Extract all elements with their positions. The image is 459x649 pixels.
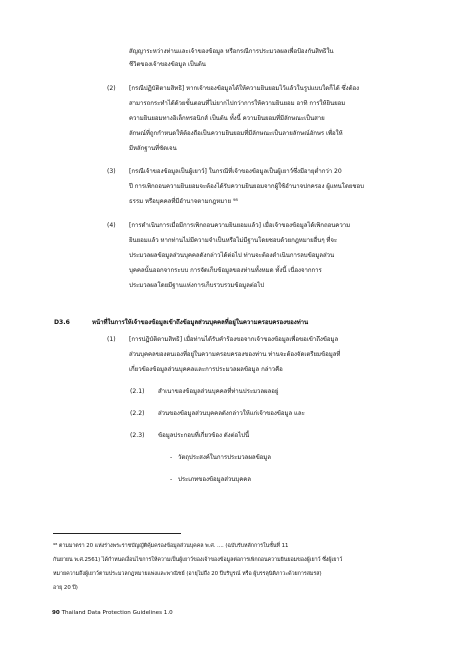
footnote-line: ⁹⁸ ตามมาตรา 20 แห่งร่างพระราชบัญญัติคุ้มครองข้อมูลส่วนบุคคล พ.ศ. .... (ฉบับรับหลักการในชั้นที่ 11 bbox=[53, 543, 289, 549]
subitem-label: (2.1) bbox=[130, 388, 145, 395]
section-number: D3.6 bbox=[54, 319, 70, 326]
item-line: [กรณีปฏิบัติตามสิทธิ] หากเจ้าของข้อมูลได้ให้ความยินยอมไว้แล้วในรูปแบบใดก็ได้ ซึ่งต้อง bbox=[129, 85, 360, 92]
subitem-text: ส่วนของข้อมูลส่วนบุคคลดังกล่าวให้แก่เจ้าของข้อมูล และ bbox=[158, 410, 305, 417]
item-line: ประมวลผลข้อมูลส่วนบุคคลดังกล่าวได้ต่อไป ท่านจะต้องดำเนินการลบข้อมูลส่วน bbox=[129, 252, 335, 259]
item-line: ความยินยอมทางอิเล็กทรอนิกส์ เป็นต้น ทั้งนี้ ความยินยอมที่มีลักษณะเป็นสาย bbox=[129, 115, 325, 122]
item-line: [การดำเนินการเมื่อมีการเพิกถอนความยินยอมแล้ว] เมื่อเจ้าของข้อมูลได้เพิกถอนความ bbox=[129, 222, 351, 229]
item-line: เกี่ยวข้องข้อมูลส่วนบุคคลและการประมวลผลข้อมูล กล่าวคือ bbox=[129, 366, 283, 373]
footnote-line: หมายความถึงผู้เยาว์ตามประมวลกฎหมายแพ่งและพาณิชย์ (อายุไม่ถึง 20 ปีบริบูรณ์ หรือ ผู้บรรลุนิติภาวะด้วยการสมรส) bbox=[53, 571, 322, 577]
item-label: (3) bbox=[107, 168, 116, 175]
item-line: [การปฏิบัติตามสิทธิ] เมื่อท่านได้รับคำร้องขอจากเจ้าของข้อมูลเพื่อขอเข้าถึงข้อมูล bbox=[129, 336, 339, 343]
item-line: ประมวลผลโดยมีฐานแห่งการเก็บรวบรวมข้อมูลต่อไป bbox=[129, 282, 265, 289]
item-line: มีหลักฐานที่ชัดเจน bbox=[129, 145, 177, 152]
item-line: ปี การเพิกถอนความยินยอมจะต้องได้รับความยินยอมจากผู้ใช้อำนาจปกครอง ผู้แทนโดยชอบ bbox=[129, 183, 364, 190]
bullet-dash: - bbox=[170, 454, 173, 461]
paragraph-line: สัญญาระหว่างท่านและเจ้าของข้อมูล หรือกรณีการประมวลผลเพื่อป้องกันสิทธิใน bbox=[129, 48, 334, 55]
item-line: สามารถกระทำได้ด้วยขั้นตอนที่ไม่ยากไปกว่าการให้ความยินยอม อาทิ การให้ยินยอม bbox=[129, 100, 346, 107]
item-line: ธรรม หรือบุคคลที่มีอำนาจตามกฎหมาย ⁹⁸ bbox=[129, 198, 238, 205]
bullet-text: ประเภทของข้อมูลส่วนบุคคล bbox=[178, 476, 251, 483]
item-line: ยินยอมแล้ว หากท่านไม่มีความจำเป็นหรือไม่มีฐานโดยชอบด้วยกฎหมายอื่นๆ ที่จะ bbox=[129, 237, 338, 244]
bullet-dash: - bbox=[170, 476, 173, 483]
item-line: บุคคลนั้นออกจากระบบ การจัดเก็บข้อมูลของท่านทั้งหมด ทั้งนี้ เนื่องจากการ bbox=[129, 267, 322, 274]
document-title: Thailand Data Protection Guidelines 1.0 bbox=[61, 610, 173, 616]
footnote-line: อายุ 20 ปี) bbox=[53, 585, 78, 591]
footnote-line: กันยายน พ.ศ.2561) ได้กำหนดเงื่อนไขการให้ความเป็นผู้เยาว์ของเจ้าของข้อมูลต่อการเพิกถอนความยินยอมของผู้เยาว์ ซึ่งผู้เยาว์ bbox=[53, 557, 343, 563]
page-number: 90 bbox=[52, 610, 60, 616]
item-line: ส่วนบุคคลของตนเองที่อยู่ในความครอบครองของท่าน ท่านจะต้องจัดเตรียมข้อมูลที่ bbox=[129, 351, 341, 358]
subitem-text: สำเนาของข้อมูลส่วนบุคคลที่ท่านประมวลผลอยู่ bbox=[158, 388, 279, 395]
item-label: (4) bbox=[107, 222, 116, 229]
paragraph-line: ชีวิตของเจ้าของข้อมูล เป็นต้น bbox=[129, 61, 206, 68]
page-footer bbox=[52, 609, 173, 617]
item-label: (2) bbox=[107, 85, 116, 92]
subitem-text: ข้อมูลประกอบที่เกี่ยวข้อง ดังต่อไปนี้ bbox=[158, 432, 250, 439]
bullet-text: วัตถุประสงค์ในการประมวลผลข้อมูล bbox=[178, 454, 271, 461]
subitem-label: (2.2) bbox=[130, 410, 145, 417]
item-label: (1) bbox=[107, 336, 116, 343]
item-line: [กรณีเจ้าของข้อมูลเป็นผู้เยาว์] ในกรณีที่เจ้าของข้อมูลเป็นผู้เยาว์ซึ่งมีอายุต่ำกว่า 20 bbox=[129, 168, 342, 175]
subitem-label: (2.3) bbox=[130, 432, 145, 439]
item-line: ลักษณ์ที่ถูกกำหนดให้ต้องถือเป็นความยินยอมที่มีลักษณะเป็นลายลักษณ์อักษร เพื่อให้ bbox=[129, 130, 343, 137]
section-heading: หน้าที่ในการให้เจ้าของข้อมูลเข้าถึงข้อมูลส่วนบุคคลที่อยู่ในความครอบครองของท่าน bbox=[92, 319, 309, 326]
footnote-separator bbox=[53, 533, 181, 534]
